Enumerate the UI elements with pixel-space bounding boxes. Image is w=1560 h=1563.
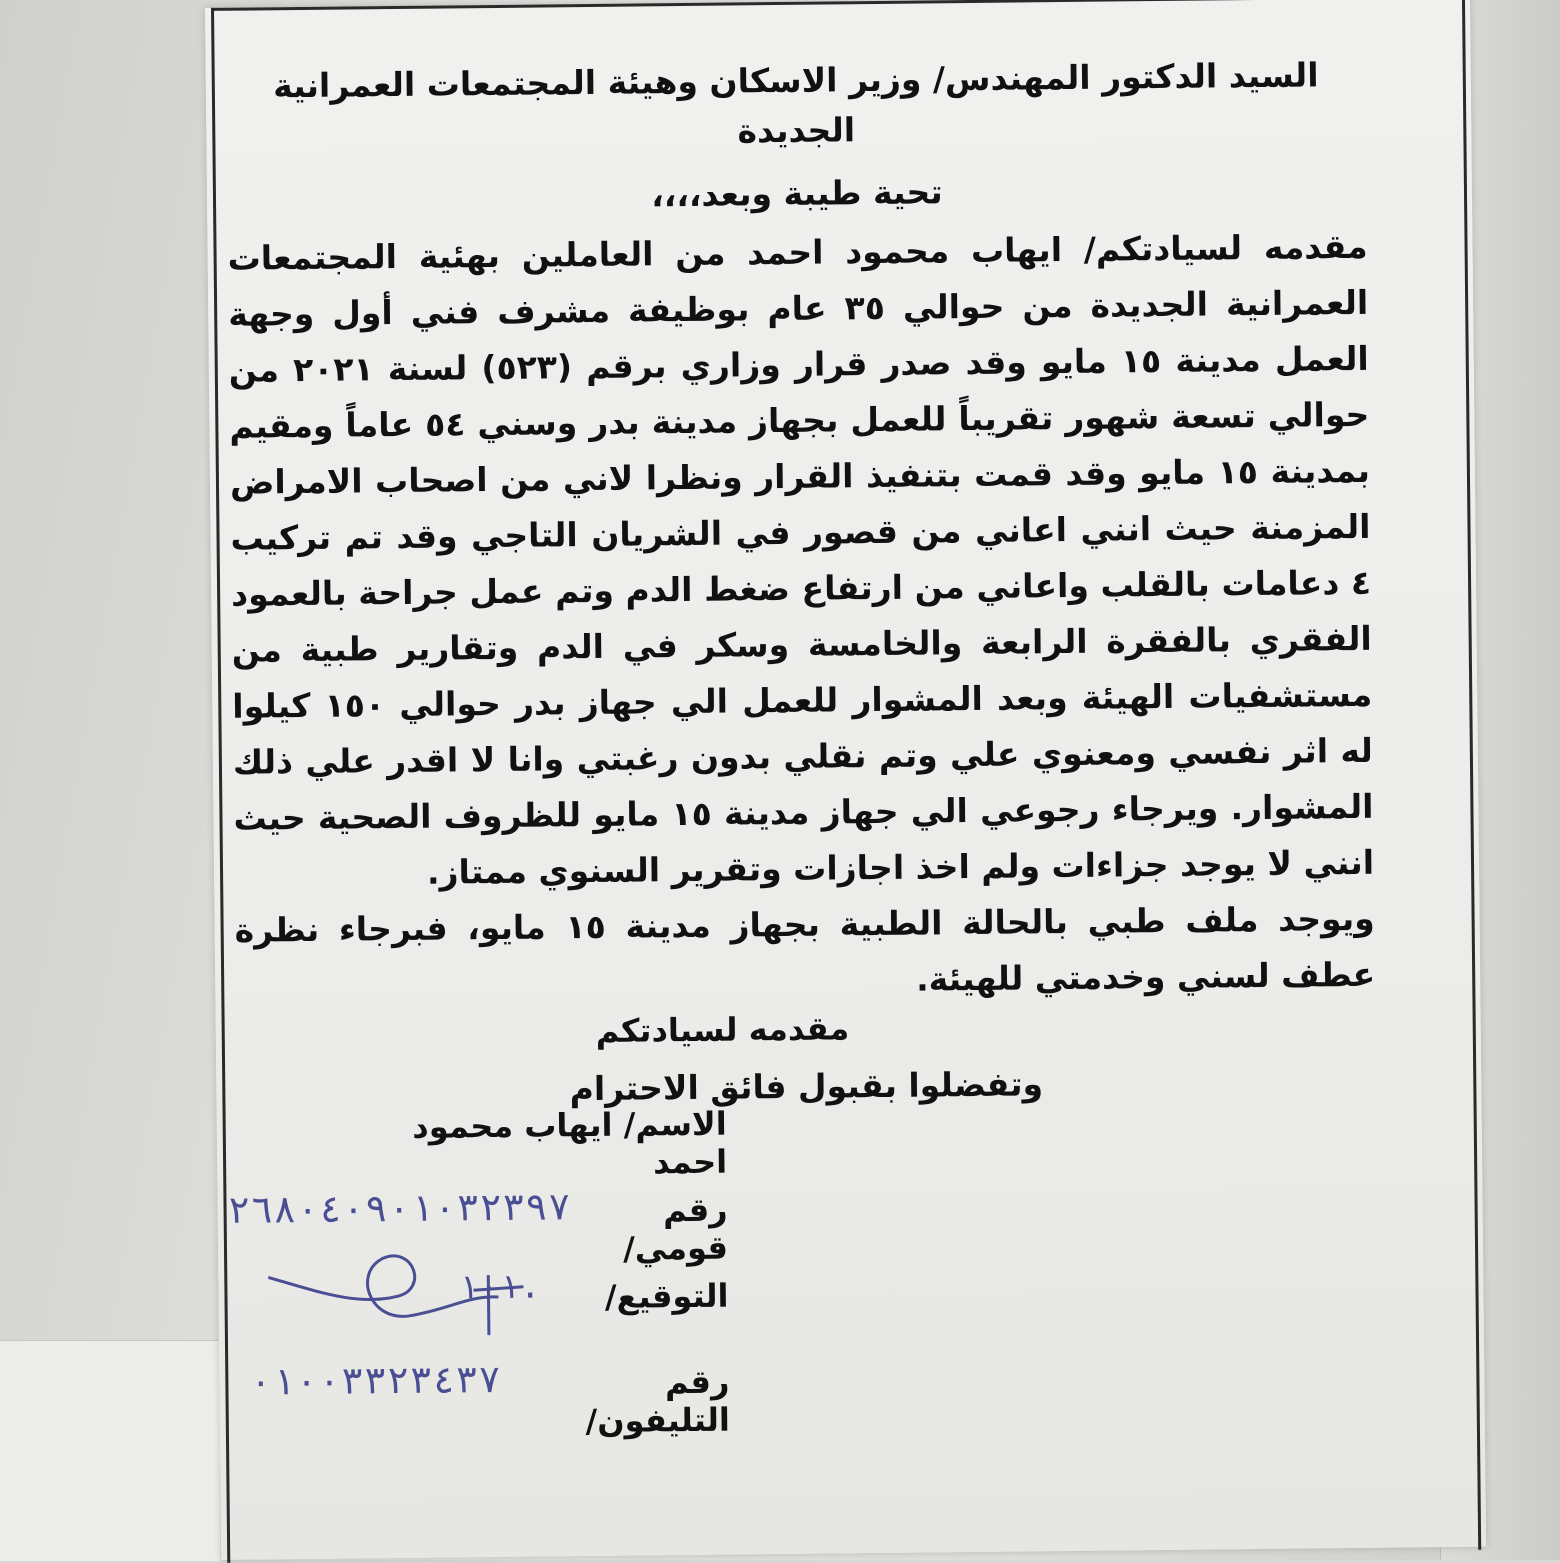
national-id-label: رقم قومي/ <box>622 1190 729 1268</box>
underlying-paper <box>0 1340 220 1561</box>
letter-page <box>205 0 1486 1560</box>
letter-body <box>225 36 1376 1111</box>
phone-value: ٠١٠٠٣٣٢٣٤٣٧ <box>249 1356 502 1404</box>
submitted-by-line: مقدمه لسيادتكم <box>595 1009 850 1050</box>
main-paragraph: مقدمه لسيادتكم/ ايهاب محمود احمد من العاملين بهئية المجتمعات العمرانية الجديدة من حوالي ٣٥ عام بوظيفة مشرف فني أول وجهة العمل مدينة ١٥ مايو وقد صدر قرار وزاري برقم (٥٢٣) لسنة ٢٠٢١ من حوالي تسعة شهور تقريباً للعمل بجهاز مدينة بدر وسني ٥٤ عاماً ومقيم بمدينة ١٥ مايو وقد قمت بتنفيذ القرار ونظرا لاني من اصحاب الامراض المزمنة حيث انني اعاني من قصور في الشريان التاجي وقد تم تركيب ٤ دعامات بالقلب واعاني من ارتفاع ضغط الدم وتم عمل جراحة بالعمود الفقري بالفقرة الرابعة والخامسة وسكر في الدم وتقارير طبية من مستشفيات الهيئة وبعد المشوار للعمل الي جهاز بدر حوالي ١٥٠ كيلوا له اثر نفسي ومعنوي علي وتم نقلي بدون رغبتي وانا لا اقدر علي ذلك المشوار. ويرجاء رجوعي الي جهاز مدينة ١٥ مايو للظروف الصحية حيث انني لا يوجد جزاءات ولم اخذ اجازات وتقرير السنوي ممتاز. <box>227 226 1375 892</box>
greeting-line: تحية طيبة وبعد،،،، <box>651 172 943 215</box>
phone-label: رقم التليفون/ <box>585 1362 731 1441</box>
national-id-value: ٢٦٨٠٤٠٩٠١٠٣٢٣٩٧ <box>227 1184 571 1232</box>
signature-label: التوقيع/ <box>604 1276 729 1316</box>
closing-line: وتفضلوا بقبول فائق الاحترام <box>569 1063 1044 1108</box>
addressee-line: السيد الدكتور المهندس/ وزير الاسكان وهيئة المجتمعات العمرانية الجديدة <box>272 55 1319 150</box>
signature-mark: ١٠١. <box>458 1266 541 1308</box>
second-paragraph: ويوجد ملف طبي بالحالة الطبية بجهاز مدينة ١٥ مايو، فبرجاء نظرة عطف لسني وخدمتي للهيئة. <box>234 898 1376 999</box>
name-field: الاسم/ ايهاب محمود احمد <box>412 1104 728 1182</box>
